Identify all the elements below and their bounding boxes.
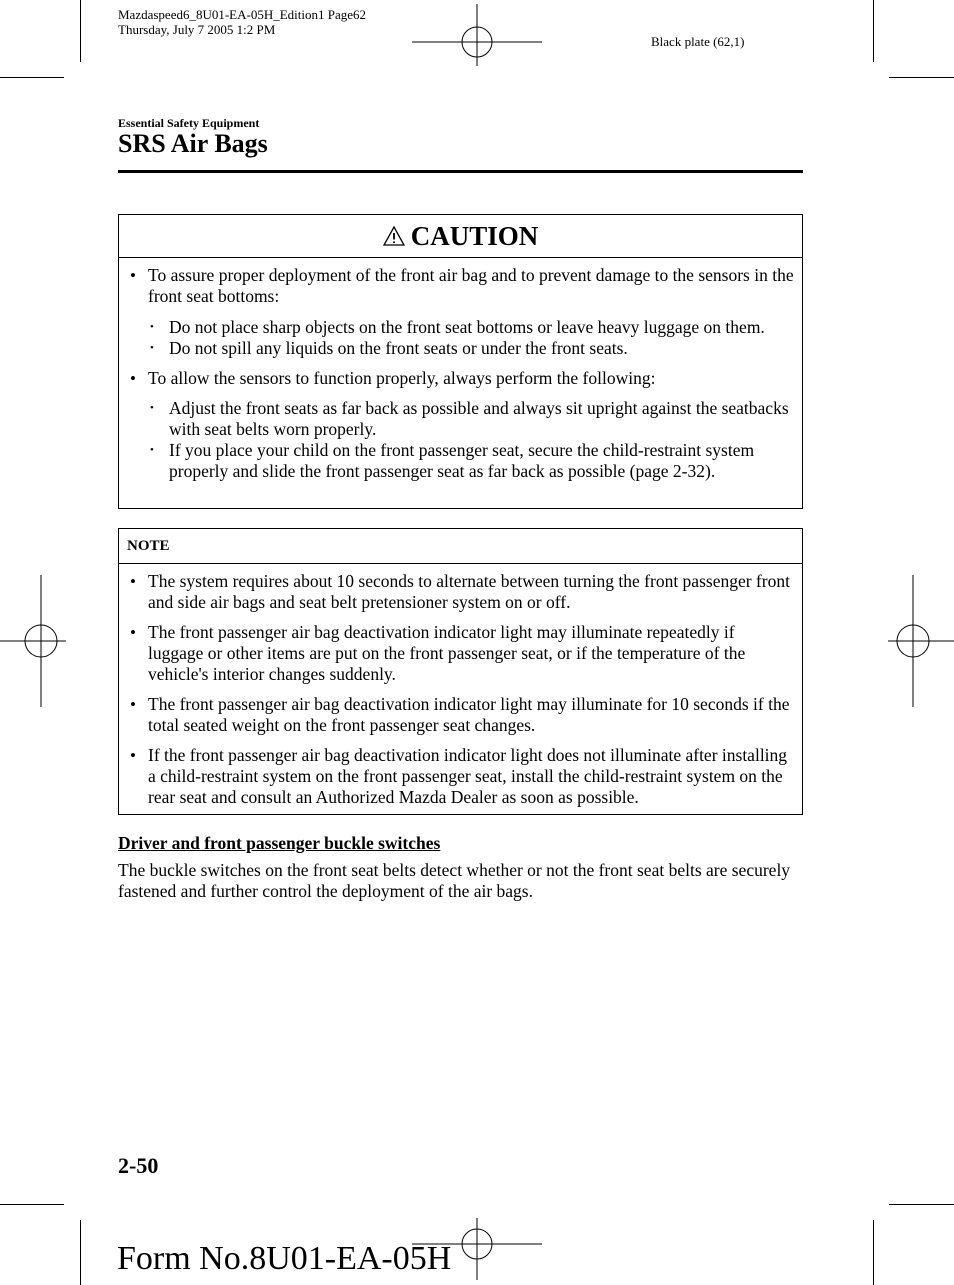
caution-item-2: • To allow the sensors to function properly, always perform the following:: [119, 368, 802, 389]
caution-subitem-2-2: • If you place your child on the front passenger seat, secure the child-restraint system properly and slide the front passenger seat as far back as possible (page 2-32).: [119, 440, 802, 482]
slug-file-line: Mazdaspeed6_8U01-EA-05H_Edition1 Page62: [118, 7, 367, 22]
caution-item-1: • To assure proper deployment of the front air bag and to prevent damage to the sensors in the front seat bottoms:: [119, 265, 802, 307]
plate-label: Black plate (62,1): [651, 34, 745, 49]
note-item-2: • The front passenger air bag deactivation indicator light may illuminate repeatedly if luggage or other items are put on the front passenger seat, or if the temperature of the vehicle's interior changes suddenly.: [119, 622, 802, 685]
registration-mark-top-icon: [412, 4, 542, 66]
note-item-3: • The front passenger air bag deactivation indicator light may illuminate for 10 seconds if the total seated weight on the front passenger seat changes.: [119, 694, 802, 736]
subsection-paragraph: The buckle switches on the front seat belts detect whether or not the front seat belts are securely fastened and further control the deployment of the air bags.: [118, 860, 791, 901]
note-header: NOTE: [119, 529, 802, 564]
registration-mark-right-icon: [888, 575, 954, 707]
caution-box: [118, 214, 803, 509]
note-item-4: • If the front passenger air bag deactivation indicator light does not illuminate after installing a child-restraint system on the front passenger seat, install the child-restraint system on the rear seat and consult an Authorized Mazda Dealer as soon as possible.: [119, 745, 802, 808]
page-number: 2-50: [118, 1153, 159, 1178]
page-title: SRS Air Bags: [118, 129, 268, 158]
section-label: Essential Safety Equipment: [118, 116, 260, 130]
warning-triangle-icon: [383, 226, 405, 246]
caution-subitem-2-1: • Adjust the front seats as far back as possible and always sit upright against the seatbacks with seat belts worn properly.: [119, 398, 802, 440]
title-rule: [118, 170, 803, 173]
slug-date-line: Thursday, July 7 2005 1:2 PM: [118, 22, 276, 37]
note-box: [118, 528, 803, 815]
caution-label: CAUTION: [410, 220, 539, 251]
print-slug: [118, 7, 366, 37]
registration-mark-left-icon: [0, 575, 66, 707]
subsection-heading: Driver and front passenger buckle switches: [118, 833, 441, 853]
caution-subitem-1-2: • Do not spill any liquids on the front seats or under the front seats.: [119, 338, 802, 359]
caution-header: [119, 215, 802, 258]
note-item-1: • The system requires about 10 seconds to alternate between turning the front passenger front and side air bags and seat belt pretensioner system on or off.: [119, 571, 802, 613]
form-number: Form No.8U01-EA-05H: [117, 1240, 452, 1277]
caution-subitem-1-1: • Do not place sharp objects on the front seat bottoms or leave heavy luggage on them.: [119, 317, 802, 338]
